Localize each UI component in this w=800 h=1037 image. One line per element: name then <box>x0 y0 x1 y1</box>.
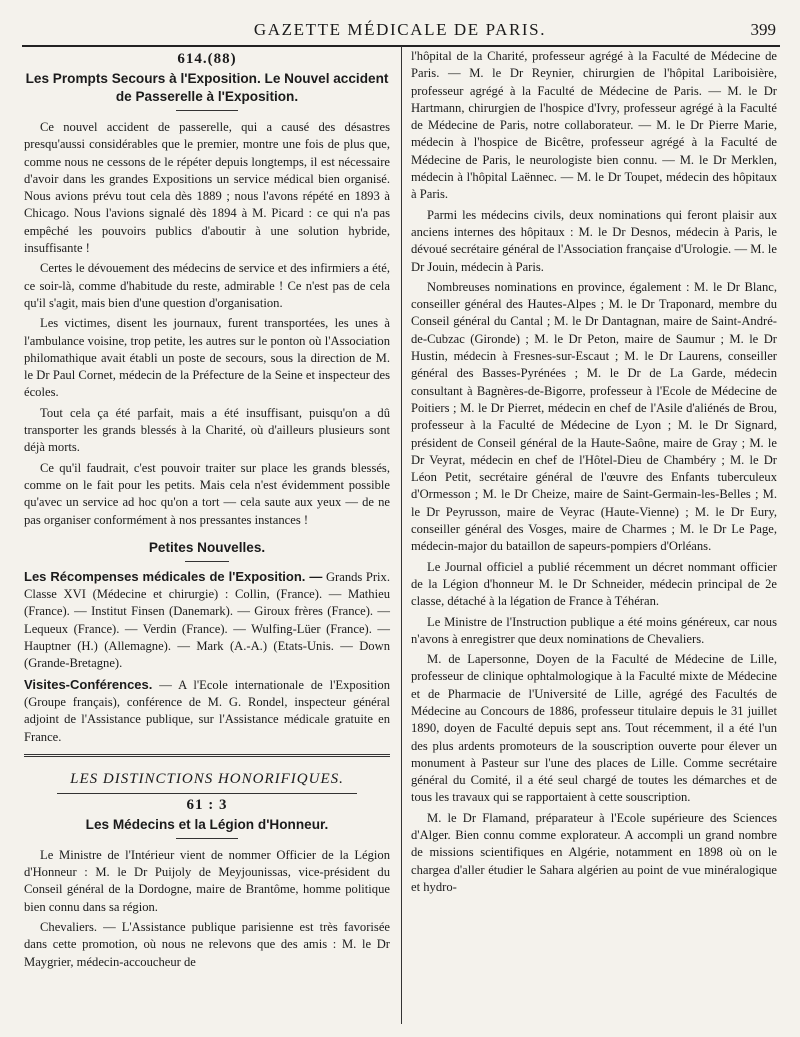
title-rule <box>176 110 238 111</box>
paragraph: Chevaliers. — L'Assistance publique parisienne est très favorisée dans cette promotion, où nous ne relevons que des amis : M. le Dr Maygrier, médecin-accoucheur de <box>24 919 390 969</box>
article-number: 61 : 3 <box>186 796 228 813</box>
paragraph: Parmi les médecins civils, deux nominations qui feront plaisir aux anciens internes des hôpitaux : M. le Dr Desnos, médecin à Paris, le dévoué secrétaire général de l'Association française d'Urologie. — M. le Dr Jouin, médecin à Paris. <box>411 207 777 274</box>
paragraph: M. de Lapersonne, Doyen de la Faculté de Médecine de Lille, professeur de clinique ophtalmologique à la Faculté mixte de Médecine et de Pharmacie de l'Université de Lille, agrégé des Facultés de Médecine au Concours de 1886, professeur titulaire depuis le 31 juillet 1890, doyen de Faculté depuis sept ans. Tout récemment, il a été l'un des plus ardents promoteurs de la souscription ouverte pour élever un monument à Pasteur sur l'une des places de Lille. Comme secrétaire général du Comité, il a été seul chargé de toutes les démarches et de tous les travaux qui se rapportaient à cette souscription. <box>411 652 777 805</box>
section-heading: Petites Nouvelles. <box>148 539 266 555</box>
article-title: Les Médecins et la Légion d'Honneur. <box>85 816 329 832</box>
paragraph: Nombreuses nominations en province, également : M. le Dr Blanc, conseiller général des Hautes-Alpes ; M. le Dr Traponard, membre du Conseil général du Cantal ; M. le Dr Dantagnan, maire de Saint-André-de-Cubzac (Gironde) ; M. le Dr Peton, maire de Saumur ; M. le Dr Hustin, médecin à Fresnes-sur-Escaut ; M. le Dr Laurens, conseiller général des Basses-Pyrénées ; M. le Dr de La Garde, médecin consultant à Bagnères-de-Bigorre, professeur à l'Ecole de Médecine de Poitiers ; M. le Dr Pierret, médecin en chef de l'Asile d'aliénés de Brou, professeur à la Faculté de Médecine de Lyon ; M. le Dr Signard, président de Conseil général de la Haute-Saône, maire de Gray ; M. le Dr Veyrat, médecin en chef de l'Hôtel-Dieu de Chambéry ; M. le Dr Léon Petit, secrétaire général de l'œuvre des Enfants tuberculeux d'Ormesson ; M. le Dr Cheize, maire de Saint-Germain-les-Belles ; M. le Dr Peyrusson, maire de Veyrac (Haute-Vienne) ; M. le Dr Eury, conseiller général des Vosges, maire de Charmes ; M. le Dr Le Page, médecin-major du bataillon de sapeurs-pompiers d'Orléans. <box>411 279 777 554</box>
article-number: 614.(88) <box>177 51 237 67</box>
paragraph: Ce qu'il faudrait, c'est pouvoir traiter sur place les grands blessés, comme on le fait pour les petits. Mais cela n'est évidemment possible qu'avec un service ad hoc qu'on a tort — cela saute aux yeux — de ne pas organiser conformément à nos pressantes instances ! <box>24 460 390 527</box>
title-rule <box>176 838 238 839</box>
news-text: Grands Prix. Classe XVI (Médecine et chirurgie) : Collin, (France). — Mathieu (France). — Institut Finsen (Danemark). — Giroux frères (France). — Lequeux (France). — Verdin (France). — Wulfing-Lüer (France). — Hauptner (H.) (Allemagne). — Mark (A.-A.) (Etats-Unis. — Down (Grande-Bretagne). <box>24 569 390 671</box>
news-item <box>24 568 390 673</box>
page-number: 399 <box>750 20 776 39</box>
paragraph: Les victimes, disent les journaux, furent transportées, les unes à l'ambulance voisine, trop petite, les autres sur le ponton où l'Association philomathique avait établi un poste de secours, sous la direction de M. le Dr Paul Cornet, médecin de la Préfecture de la Seine et inspecteur des écoles. <box>24 316 390 400</box>
rubric-rule <box>57 793 357 794</box>
paragraph: Certes le dévouement des médecins de service et des infirmiers a été, ce soir-là, comme d'habitude du reste, admirable ! Ce n'est pas de cela qu'il s'agit, mais bien d'une question d'organisation. <box>24 261 390 310</box>
rubric-title: LES DISTINCTIONS HONORIFIQUES. <box>70 770 344 787</box>
left-column <box>24 48 390 974</box>
news-text: — A l'Ecole internationale de l'Exposition (Groupe français), conférence de M. G. Rondel, inspecteur général adjoint de l'Assistance publique, sur l'Assistance médicale gratuite en France. <box>24 677 390 744</box>
running-header <box>0 0 800 46</box>
column-divider <box>401 46 402 1024</box>
article-title: Les Prompts Secours à l'Exposition. Le Nouvel accident de Passerelle à l'Exposition. <box>25 71 389 104</box>
running-title: GAZETTE MÉDICALE DE PARIS. <box>253 20 547 39</box>
right-column <box>411 48 777 899</box>
paragraph: Le Ministre de l'Instruction publique a été moins généreux, car nous n'avons à enregistrer que deux nominations de Chevaliers. <box>411 614 777 646</box>
paragraph: l'hôpital de la Charité, professeur agrégé à la Faculté de Médecine de Paris. — M. le Dr Reynier, chirurgien de l'hôpital Lariboisière, professeur agrégé à la Faculté de Médecine de Paris. — M. le Dr Hartmann, chirurgien de l'hospice d'Ivry, professeur agrégé à la Faculté de Médecine de Paris, notre collaborateur. — M. le Dr Pierre Marie, médecin à l'hospice de Bicêtre, professeur agrégé à la Faculté de Médecine de Paris, le neurologiste bien connu. — M. le Dr Merklen, médecin à l'hôpital Laënnec. — M. le Dr Toupet, médecin des hôpitaux à Paris. <box>411 49 777 202</box>
paragraph: M. le Dr Flamand, préparateur à l'Ecole supérieure des Sciences d'Alger. Bien connu comme explorateur. A accompli un grand nombre de missions scientifiques en Algérie, notamment en 1898 où on le chargea d'aller étudier le Sahara algérien au point de vue minéralogique et hydro- <box>411 810 777 894</box>
paragraph: Tout cela ça été parfait, mais a été insuffisant, puisqu'on a dû transporter les grands blessés à la Charité, où d'ailleurs plusieurs sont déjà morts. <box>24 405 390 455</box>
paragraph: Le Journal officiel a publié récemment un décret nommant officier de la Légion d'honneur M. le Dr Schneider, médecin principal de 2e classe, détaché à la légation de France à Téhéran. <box>411 559 777 609</box>
news-heading: Les Récompenses médicales de l'Exposition. — <box>24 568 323 584</box>
section-divider <box>24 754 390 757</box>
paragraph: Le Ministre de l'Intérieur vient de nommer Officier de la Légion d'Honneur : M. le Dr Puijoly de Meyjounissas, vice-président du Conseil général de la Dordogne, maire de Brantôme, homme politique bien connu dans sa région. <box>24 847 390 914</box>
section-rule <box>185 561 229 562</box>
paragraph: Ce nouvel accident de passerelle, qui a causé des désastres presqu'aussi considérables que le premier, montre une fois de plus que, comme nous ne cessons de le répéter depuis longtemps, il est nécessaire d'avoir dans les grandes Expositions un service médical bien organisé. Nous avions prévu tout cela dès 1889 ; nous l'avons répété en 1893 à Chicago. Nous l'avions signalé dès 1894 à M. Picard : ce qui n'a pas empêché les pouvoirs publics d'aboutir à une solution hybride, insuffisante ! <box>24 120 390 256</box>
news-heading: Visites-Conférences. <box>24 676 153 692</box>
news-item <box>24 676 390 746</box>
